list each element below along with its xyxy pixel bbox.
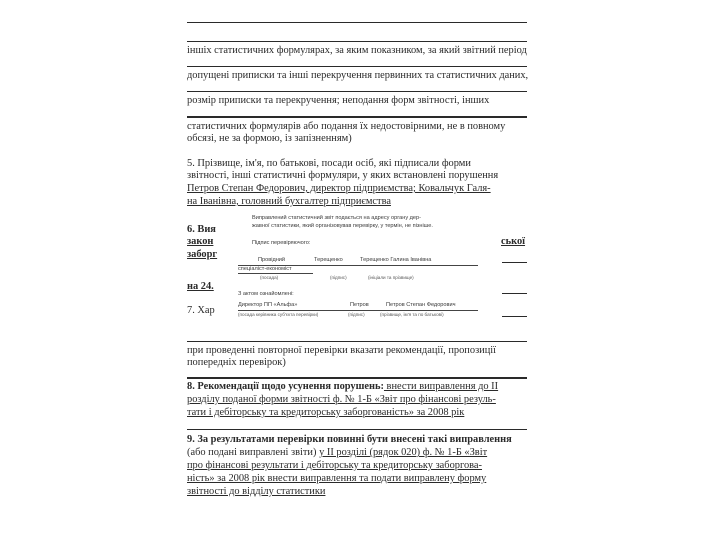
blank-rule xyxy=(502,293,527,294)
director-position: Директор ПП «Альфа» xyxy=(238,302,298,308)
blank-rule xyxy=(187,116,527,118)
blank-rule xyxy=(187,91,527,92)
section-6-fragment: ської xyxy=(501,236,526,247)
caption: (прізвище, ім'я та по батькові) xyxy=(380,312,444,317)
text-line xyxy=(187,447,527,459)
text-line: звітності, інші статистичні формуляри, у яких встановлені порушення xyxy=(187,170,499,181)
director-name: Петров Степан Федорович xyxy=(386,302,456,308)
signature-overlay xyxy=(230,207,492,325)
text-line: розмір приписки та перекручення; неподання форм звітності, інших xyxy=(187,95,490,106)
inspector-signature: Терещенко xyxy=(314,257,343,263)
blank-rule xyxy=(502,316,527,317)
section-8-heading xyxy=(187,381,527,393)
correction-text: ність» за 2008 рік внести виправлення та подати виправлену форму xyxy=(187,473,487,484)
caption: (посада) xyxy=(260,275,279,280)
blank-rule xyxy=(187,377,527,379)
inspector-position: Провідний xyxy=(258,257,286,263)
text-line: обсязі, не за формою, із запізненням) xyxy=(187,133,352,144)
text-line: статистичних формулярів або подання їх недостовірними, не в повному xyxy=(187,121,506,132)
text-line: при проведенні повторної перевірки вказати рекомендації, пропозиції xyxy=(187,345,497,356)
text-line: іншіх статистичних формулярах, за яким показником, за який звітний період xyxy=(187,45,527,56)
section-6-fragment: заборг xyxy=(187,249,218,260)
text-line: попередніх перевірок) xyxy=(187,357,286,368)
director-signature: Петров xyxy=(350,302,369,308)
section-5-heading: 5. Прізвище, ім'я, по батькові, посади осіб, які підписали форми xyxy=(187,158,471,169)
blank-rule xyxy=(187,22,527,23)
blank-rule xyxy=(187,41,527,42)
correction-text: у ІІ розділі (рядок 020) ф. № 1-Б «Звіт xyxy=(319,447,488,458)
inspector-name: Терещенко Галина Іванівна xyxy=(360,257,432,263)
blank-rule xyxy=(187,429,527,430)
recommendation-text: тати і дебіторську та кредиторську заборгованість» за 2008 рік xyxy=(187,407,465,418)
inspector-position: спеціаліст-економіст xyxy=(238,266,292,272)
correction-text: звітності до відділу статистики xyxy=(187,486,326,497)
caption: (посада керівника суб'єкта перевірки) xyxy=(238,312,319,317)
overlay-text: жавної статистики, який організовував перевірку, у термін, не пізніше. xyxy=(252,223,433,229)
recommendation-text: розділу поданої форми звітності ф. № 1-Б «Звіт про фінансові резуль- xyxy=(187,394,496,405)
blank-rule xyxy=(187,66,527,67)
recommendation-text: внести виправлення до ІІ xyxy=(383,381,499,392)
section-6-fragment: на 24. xyxy=(187,281,214,292)
text-line: Петров Степан Федорович, директор підприємства; Ковальчук Галя- xyxy=(187,183,491,194)
section-6-fragment: закон xyxy=(187,236,214,247)
caption: (підпис) xyxy=(330,275,347,280)
blank-rule xyxy=(187,341,527,342)
caption: (підпис) xyxy=(348,312,365,317)
section-7-fragment: 7. Хар xyxy=(187,305,215,316)
section-8-title: 8. Рекомендації щодо усунення порушень: xyxy=(187,381,384,392)
text-line: на Іванівна, головний бухгалтер підприємства xyxy=(187,196,391,207)
overlay-text: Виправлений статистичний звіт подається на адресу органу дер- xyxy=(252,215,422,221)
text-span: (або подані виправлені звіти) xyxy=(187,447,320,458)
correction-text: про фінансові результати і дебіторську та кредиторську заборгова- xyxy=(187,460,483,471)
blank-rule xyxy=(502,262,527,263)
section-9-heading: 9. За результатами перевірки повинні бути внесені такі виправлення xyxy=(187,434,512,445)
acquainted-label: З актом ознайомлені: xyxy=(238,291,294,297)
text-line: допущені приписки та інші перекручення первинних та статистичних даних, xyxy=(187,70,529,81)
caption: (ініціали та прізвище) xyxy=(368,275,414,280)
inspector-signature-label: Підпис перевіряючого: xyxy=(252,240,311,246)
section-6-fragment: 6. Вия xyxy=(187,224,216,235)
